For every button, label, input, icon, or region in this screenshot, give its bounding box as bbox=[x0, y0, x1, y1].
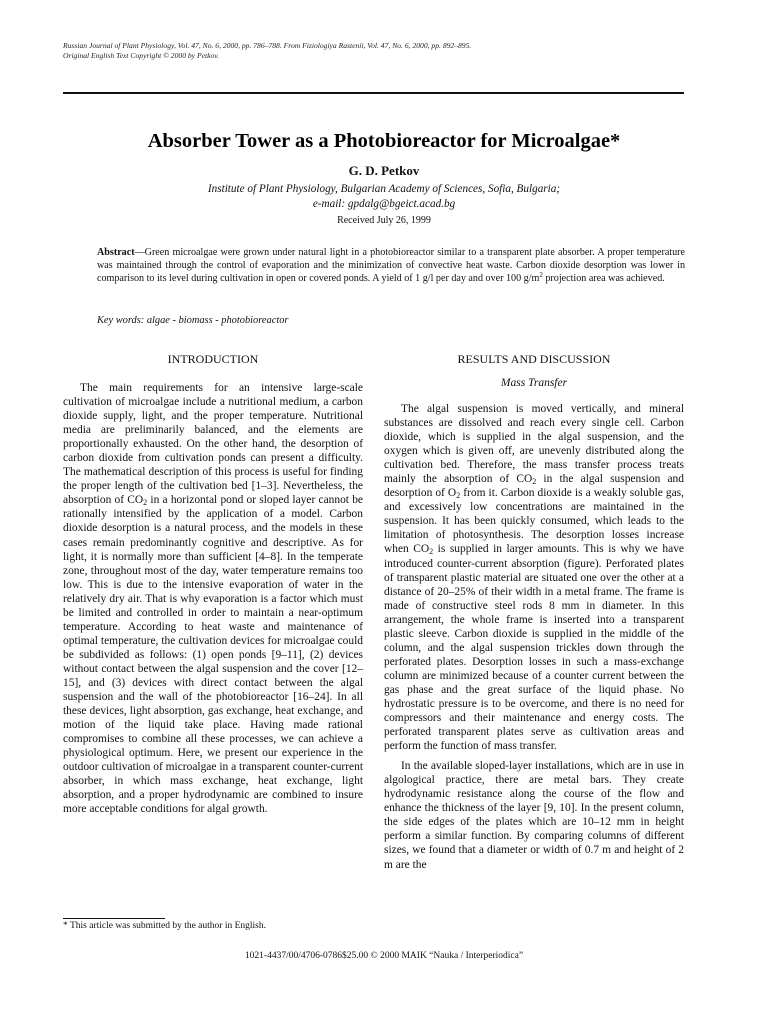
affiliation-email: e-mail: gpdalg@bgeict.acad.bg bbox=[312, 198, 456, 210]
keywords: Key words: algae - biomass - photobioreactor bbox=[97, 315, 289, 326]
abstract-superscript: 2 bbox=[539, 271, 543, 280]
introduction-paragraph bbox=[63, 381, 363, 816]
results-subscript-1: 2 bbox=[532, 477, 537, 487]
left-column bbox=[63, 352, 363, 816]
results-text-c: from it. Carbon dioxide is a weakly soluble gas, and excessively low concentrations are maintained in the suspension. It has been quickly consumed, which leads to the limitation of photosynthesis. The desorption losses increase when CO bbox=[384, 487, 684, 556]
abstract-text: —Green microalgae were grown under natural light in a photobioreactor similar to a transparent plate absorber. A proper temperature was maintained through the control of evaporation and the minimization of convective heat waste. Carbon dioxide desorption was lower in comparison to its level during cultivation in open or covered ponds. A yield of 1 g/l per day and over 100 g/m bbox=[97, 247, 685, 285]
copyright-line: Original English Text Copyright © 2000 by Petkov. bbox=[63, 51, 219, 60]
intro-subscript: 2 bbox=[143, 498, 148, 508]
results-text-d: is supplied in larger amounts. This is why we have introduced counter-current absorption (figure). Perforated plates of transparent plastic material are situated one over the other at a distance of 20–25% of their width in a metal frame. The frame is made of constructive steel rods 8 mm in diameter. In this arrangement, the whole frame is inserted into a transparent plastic sleeve. Carbon dioxide is supplied in the middle of the column, and the algal suspension trickles down through the perforated plates. Desorption losses in such a mass-exchange column are minimized because of a counter current between the gas phase and the great surface of the liquid phase. No hydrostatic pressure is to be overcome, and there is no need for compressors and their maintenance and energy costs. The perforated transparent plates serve as cultivation areas and perform the function of mass transfer. bbox=[384, 543, 684, 753]
results-paragraph-1 bbox=[384, 402, 684, 753]
affiliation-institute: Institute of Plant Physiology, Bulgarian Academy of Sciences, Sofia, Bulgaria; bbox=[207, 183, 561, 195]
results-subscript-2: 2 bbox=[456, 491, 461, 501]
mass-transfer-subheading: Mass Transfer bbox=[500, 377, 568, 389]
page-footer: 1021-4437/00/4706-0786$25.00 © 2000 MAIK “Nauka / Interperiodica” bbox=[244, 951, 524, 961]
header-rule bbox=[63, 92, 684, 94]
affiliation bbox=[0, 182, 768, 212]
right-column bbox=[384, 352, 684, 872]
results-text-b: in the algal suspension and desorption of O bbox=[384, 473, 684, 500]
intro-text-b: in a horizontal pond or sloped layer cannot be rationally intensified by the application of a model. Carbon dioxide desorption is a natural process, and the models in these cases remain predominantly cognitive and descriptive. As for light, it is normally more than sufficient [4–8]. In the temperate zone, throughout most of the day, water temperature remains too low. This is due to the intensive evaporation of water in the relatively dry air. That is why evaporation is a factor which must be limited and controlled in order to maintain a near-optimum temperature. According to heat waste and maintenance of optimal temperature, the cultivation devices for microalgae could be subdivided as follows: (1) open ponds [9–11], (2) devices without contact between the algal suspension and the cover [12–15], and (3) devices with direct contact between the algal suspension and the wall of the photobioreactor [16–24]. In all these devices, light absorption, gas exchange, heat exchange, and motion of the liquid take place. Having made rational compromises to combine all these processes, we can achieve a physiological optimum. Here, we present our experience in the outdoor cultivation of microalgae in a transparent counter-current absorber, in which mass exchange, heat exchange, light absorption, and a proper hydrodynamic are combined to insure more acceptable conditions for algal growth. bbox=[63, 494, 364, 816]
results-subscript-3: 2 bbox=[429, 547, 434, 557]
results-heading: RESULTS AND DISCUSSION bbox=[457, 352, 611, 366]
abstract-label: Abstract bbox=[97, 247, 135, 258]
author-name: G. D. Petkov bbox=[348, 163, 420, 178]
citation-line: Russian Journal of Plant Physiology, Vol. 47, No. 6, 2000, pp. 786–788. From Fiziologiya Rastenii, Vol. 47, No. 6, 2000, pp. 892–895. bbox=[63, 41, 472, 50]
received-date: Received July 26, 1999 bbox=[337, 215, 431, 226]
abstract-text-end: projection area was achieved. bbox=[542, 273, 665, 285]
results-paragraph-2: In the available sloped-layer installations, which are in use in algological practice, there are metal bars. They create hydrodynamic resistance along the course of the flow and enhance the thickness of the layer [9, 10]. In the present column, the side edges of the plates which are 10–12 mm in height perform a similar function. By comparing columns of different sizes, we found that a diameter or width of 0.7 m and height of 2 m are the bbox=[384, 760, 684, 871]
abstract bbox=[97, 246, 685, 286]
introduction-heading: INTRODUCTION bbox=[167, 352, 259, 366]
article-title: Absorber Tower as a Photobioreactor for Microalgae* bbox=[147, 130, 621, 152]
intro-text-a: The main requirements for an intensive large-scale cultivation of microalgae include a nutritional medium, a carbon dioxide supply, light, and the proper temperature. Nutritional media are preliminarily balanced, and the elements are proportionally exhausted. On the other hand, the desorption of carbon dioxide from cultivation ponds can present a difficulty. The mathematical description of this process is useful for finding the proper length of the cultivation bed [1–3]. Nevertheless, the absorption of CO bbox=[63, 382, 363, 507]
footnote-rule bbox=[63, 918, 165, 919]
footnote: * This article was submitted by the author in English. bbox=[63, 921, 266, 931]
journal-citation bbox=[63, 41, 703, 61]
results-text-a: The algal suspension is moved vertically, and mineral substances are dissolved and reach every single cell. Carbon dioxide, which is supplied in the algal suspension, and the oxygen which is given off, are unevenly distributed along the cultivation bed. Therefore, the mass transfer process treats mainly the absorption of CO bbox=[384, 403, 684, 486]
